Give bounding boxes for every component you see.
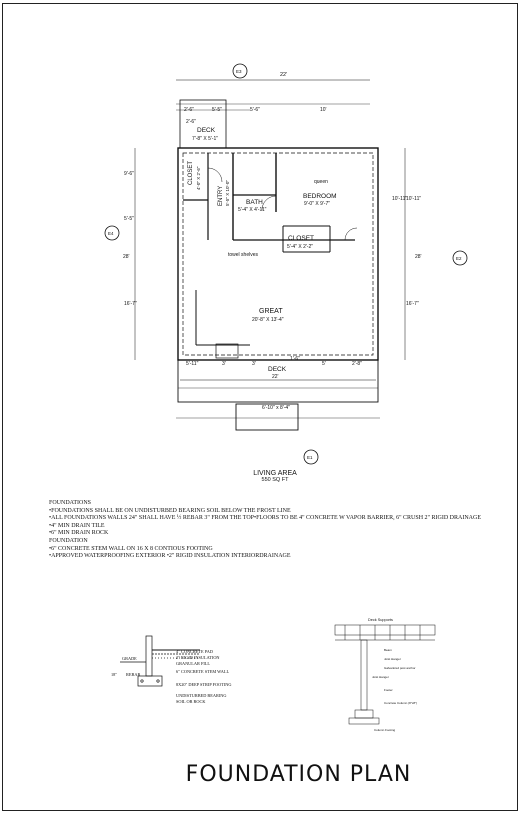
room-great-name: GREAT: [259, 308, 283, 315]
deck-label-1: Beam: [384, 648, 392, 652]
room-entry-size: 5'-5" X 10'-0": [225, 180, 230, 206]
room-entry-name: ENTRY: [218, 185, 224, 206]
deck-label-2: Joist Hanger: [384, 657, 401, 661]
section-label-7: SOIL OR ROCK: [176, 699, 206, 704]
section-label-grade: GRADE: [122, 656, 137, 661]
dim-bottom-2: 3': [222, 361, 226, 367]
room-closet-name: CLOSET: [188, 160, 194, 185]
room-bath-size: 5'-4" X 4'-11": [238, 207, 267, 213]
note-line-5: •6" MIN DRAIN ROCK: [49, 530, 109, 537]
section-label-6: UNDISTURBED BEARING: [176, 693, 227, 698]
deck-label-5: Footer: [384, 688, 393, 692]
bed-label: queen: [314, 179, 328, 185]
towel-shelves-label: towel shelves: [228, 252, 259, 258]
dim-bottom-3: 3': [252, 361, 256, 367]
note-line-7: •6" CONCRETE STEM WALL ON 16 X 8 CONTIOUS FOOTING: [49, 545, 213, 552]
section-label-2: 2" RIGID INSULATION: [176, 655, 220, 660]
living-area-value: 550 SQ FT: [261, 477, 289, 483]
sheet-title: FOUNDATION PLAN: [185, 762, 412, 787]
living-area-label: [220, 470, 330, 483]
dim-bottom-5: 5': [322, 361, 326, 367]
section-label-3: GRANULAR FILL: [176, 661, 211, 666]
marker-e3: E3: [236, 69, 242, 74]
dim-right-2: 10'-11": [406, 196, 422, 202]
room-bath-name: BATH: [246, 199, 263, 206]
dim-left-1: 9'-6": [124, 171, 134, 177]
dim-right-1: 10'-11": [392, 196, 408, 202]
overall-dim-bottom: 22': [272, 374, 279, 380]
deck-label-6: Concrete Column (8"x8"): [384, 701, 418, 705]
dim-deck-top-1: 2'-6": [186, 119, 196, 125]
dim-right-3: 16'-7": [406, 301, 419, 307]
deck-label-7: Column Footing: [374, 728, 396, 732]
section-label-rebar: REBAR: [126, 672, 141, 677]
dim-top-3: 5'-6": [250, 107, 260, 113]
note-line-3: •ALL FOUNDATIONS WALLS 24" SHALL HAVE ½ REBAR 3" FROM THE TOP•FLOORS TO BE 4" CONCRETE W VAPOR BARRIER, 6" CRUSH 2" RIGID DRAINAGE: [49, 515, 481, 522]
note-line-6: FOUNDATION: [49, 537, 88, 544]
note-line-1: FOUNDATIONS: [49, 500, 92, 506]
deck-detail-title: Deck Supports: [368, 618, 393, 622]
living-area-title: LIVING AREA: [253, 470, 297, 477]
dim-top-2: 5'-5": [212, 107, 222, 113]
marker-e1: E1: [307, 455, 313, 460]
overall-dim-top: 22': [280, 72, 288, 78]
room-closet2-name: CLOSET: [288, 235, 315, 242]
room-deck-bottom-name: DECK: [268, 366, 287, 373]
dim-bottom-4: 1'-6": [290, 356, 300, 362]
dim-deck-bottom: 6'-10" x 8'-4": [262, 405, 290, 411]
deck-label-3: Galvanized post anchor: [384, 666, 416, 670]
section-label-5: 8X20" DEEP STRIP FOOTING: [176, 682, 232, 687]
room-closet2-size: 5'-4" X 2'-2": [287, 244, 314, 250]
overall-dim-left: 28': [123, 254, 130, 260]
note-line-4: •4" MIN DRAIN TILE: [49, 522, 105, 529]
dim-bottom-6: 2'-8": [352, 361, 362, 367]
overall-dim-right: 28': [415, 254, 422, 260]
room-closet-size: 4'-0" X 2'-6": [196, 166, 201, 190]
dim-top-1: 2'-6": [184, 107, 194, 113]
marker-e4: E4: [108, 231, 114, 236]
dim-top-4: 10': [320, 107, 327, 113]
dim-left-2: 5'-5": [124, 216, 134, 222]
room-deck-top-name: DECK: [197, 127, 216, 134]
marker-e2: E2: [456, 256, 462, 261]
foundation-notes: [49, 500, 519, 561]
section-label-1: 4" CONCRETE PAD: [176, 649, 213, 654]
room-bedroom-name: BEDROOM: [303, 193, 337, 200]
dim-left-3: 16'-7": [124, 301, 137, 307]
deck-label-4: Joist Hanger: [372, 675, 389, 679]
section-label-4: 6" CONCRETE STEM WALL: [176, 669, 230, 674]
room-deck-top-size: 7'-8" X 5'-1": [192, 136, 219, 142]
dim-bottom-1: 5'-11": [186, 361, 199, 367]
note-line-2: •FOUNDATIONS SHALL BE ON UNDISTURBED BEARING SOIL BELOW THE FROST LINE: [49, 507, 291, 514]
note-line-8: •APPROVED WATERPROOFING EXTERIOR •2" RIGID INSULATION INTERIORDRAINAGE: [49, 553, 291, 560]
room-great-size: 20'-8" X 13'-4": [252, 317, 284, 323]
room-bedroom-size: 9'-0" X 9'-7": [304, 201, 331, 207]
section-dim: 18": [111, 672, 118, 677]
